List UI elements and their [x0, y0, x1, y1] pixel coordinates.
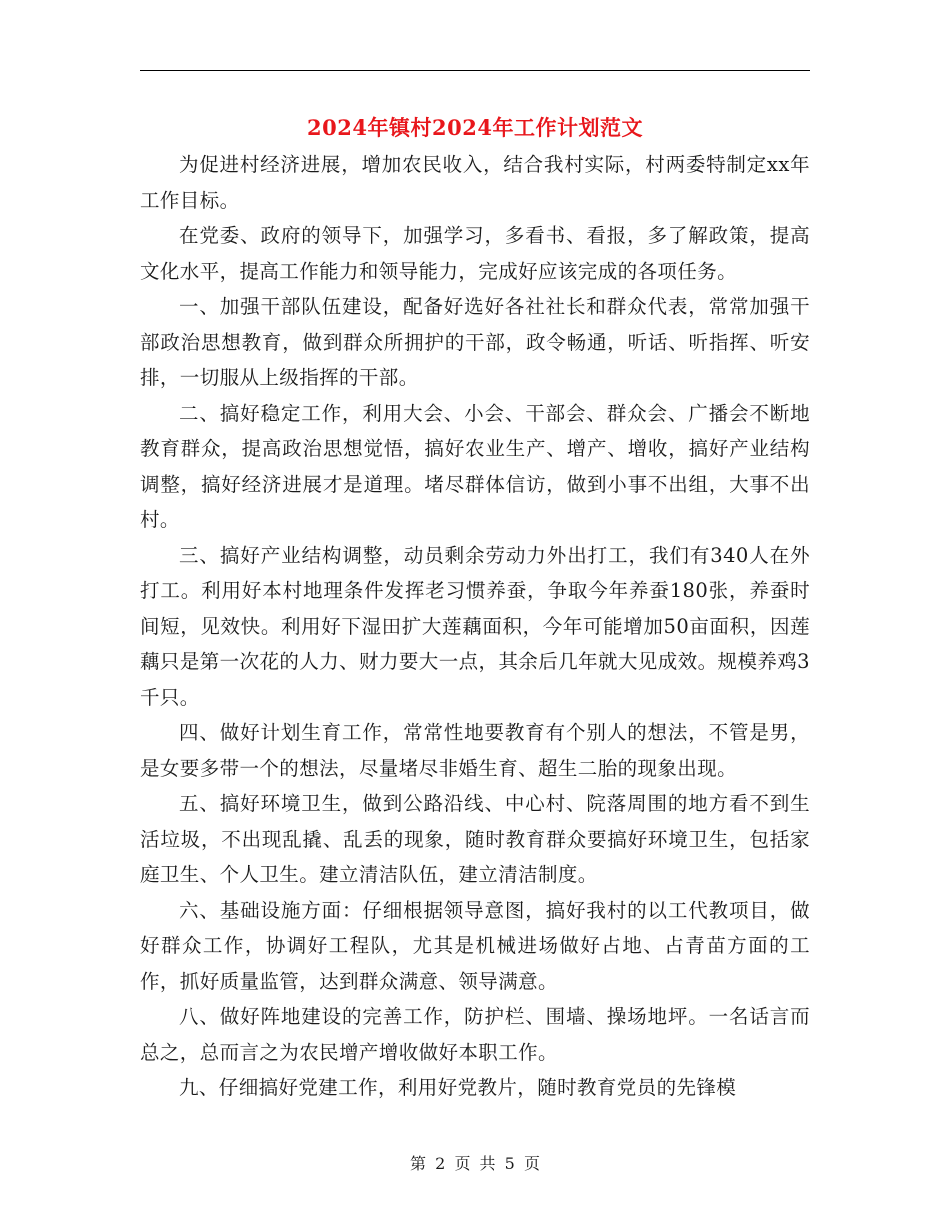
document-body [140, 147, 810, 1106]
footer-total-unit: 页 [523, 1154, 540, 1173]
paragraph-intro: 为促进村经济进展，增加农民收入，结合我村实际，村两委特制定xx年工作目标。 [140, 153, 810, 212]
paragraph-item-4: 四、做好计划生育工作，常常性地要教育有个别人的想法，不管是男，是女要多带一个的想法，尽量堵尽非婚生育、超生二胎的现象出现。 [140, 721, 810, 780]
footer-total-pages: 5 [504, 1154, 515, 1173]
paragraph-item-9: 九、仔细搞好党建工作，利用好党教片，随时教育党员的先锋模 [179, 1076, 737, 1099]
paragraph-item-5: 五、搞好环境卫生，做到公路沿线、中心村、院落周围的地方看不到生活垃圾，不出现乱撬、乱丢的现象，随时教育群众要搞好环境卫生，包括家庭卫生、个人卫生。建立清洁队伍，建立清洁制度。 [140, 792, 810, 886]
footer-page-label: 第 [410, 1154, 427, 1173]
header-rule [140, 70, 810, 71]
document-title: 2024年镇村2024年工作计划范文 [307, 115, 643, 140]
footer-current-page: 2 [435, 1154, 446, 1173]
paragraph-guidance: 在党委、政府的领导下，加强学习，多看书、看报，多了解政策，提高文化水平，提高工作能力和领导能力，完成好应该完成的各项任务。 [140, 224, 810, 283]
paragraph-item-1: 一、加强干部队伍建设，配备好选好各社社长和群众代表，常常加强干部政治思想教育，做到群众所拥护的干部，政令畅通，听话、听指挥、听安排，一切服从上级指挥的干部。 [140, 295, 810, 389]
footer-page-unit: 页 [454, 1154, 471, 1173]
paragraph-item-6: 六、基础设施方面：仔细根据领导意图，搞好我村的以工代教项目，做好群众工作，协调好工程队，尤其是机械进场做好占地、占青苗方面的工作，抓好质量监管，达到群众满意、领导满意。 [140, 898, 810, 993]
footer-total-label: 共 [479, 1154, 496, 1173]
paragraph-item-3: 三、搞好产业结构调整，动员剩余劳动力外出打工，我们有340人在外打工。利用好本村地理条件发挥老习惯养蚕，争取今年养蚕180张，养蚕时间短，见效快。利用好下湿田扩大莲藕面积，今年可能增加50亩面积，因莲藕只是第一次花的人力、财力要大一点，其余后几年就大见成效。规模养鸡3千只。 [140, 543, 810, 709]
page-footer [0, 1152, 950, 1176]
paragraph-item-2: 二、搞好稳定工作，利用大会、小会、干部会、群众会、广播会不断地教育群众，提高政治思想觉悟，搞好农业生产、增产、增收，搞好产业结构调整，搞好经济进展才是道理。堵尽群体信访，做到小事不出组，大事不出村。 [140, 401, 810, 531]
paragraph-item-8: 八、做好阵地建设的完善工作，防护栏、围墙、操场地坪。一名话言而总之，总而言之为农民增产增收做好本职工作。 [140, 1005, 810, 1064]
